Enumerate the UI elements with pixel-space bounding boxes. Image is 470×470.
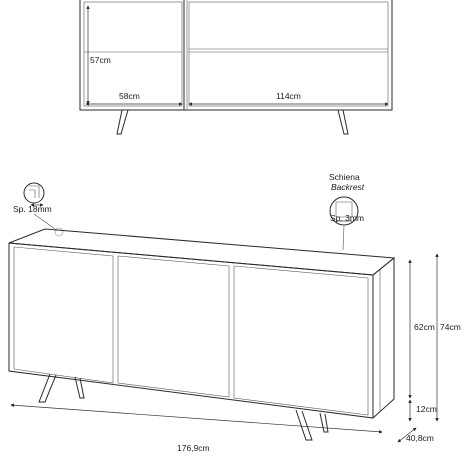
dim-height-label: 57cm [90,55,111,65]
sideboard-front [9,243,373,418]
front-view-leg-left [117,110,128,134]
dim-leg-height-label: 12cm [416,404,437,414]
detail-panel-leader [34,214,55,229]
detail-panel-label: Sp. 18mm [13,204,52,214]
front-view-leg-right [338,110,348,134]
leg-front-left [39,374,56,402]
detail-back-line2: Backrest [331,182,365,192]
door-middle [118,256,229,397]
leg-front-right [296,410,312,440]
door-left [14,247,113,383]
front-view [80,0,392,134]
dim-width-label: 176,9cm [177,443,210,453]
detail-panel-thickness [13,183,63,236]
detail-panel-ref-dot [55,228,63,236]
detail-panel-corner [29,186,39,198]
dim-right-width-label: 114cm [276,91,301,101]
perspective-view [9,229,461,453]
detail-back-leader [343,226,344,250]
dim-body-height-label: 62cm [414,322,435,332]
sideboard-side [373,258,394,418]
dim-left-width-label: 58cm [119,91,140,101]
dim-total-height-label: 74cm [440,322,461,332]
door-right [234,266,368,415]
dim-width-arrow [11,405,382,432]
detail-back-line1: Schiena [329,172,360,182]
detail-back-thickness: Sp. 3mm [330,213,365,223]
detail-backrest [329,172,365,250]
dim-depth-label: 40,8cm [406,433,434,443]
leg-back-right [320,413,328,432]
